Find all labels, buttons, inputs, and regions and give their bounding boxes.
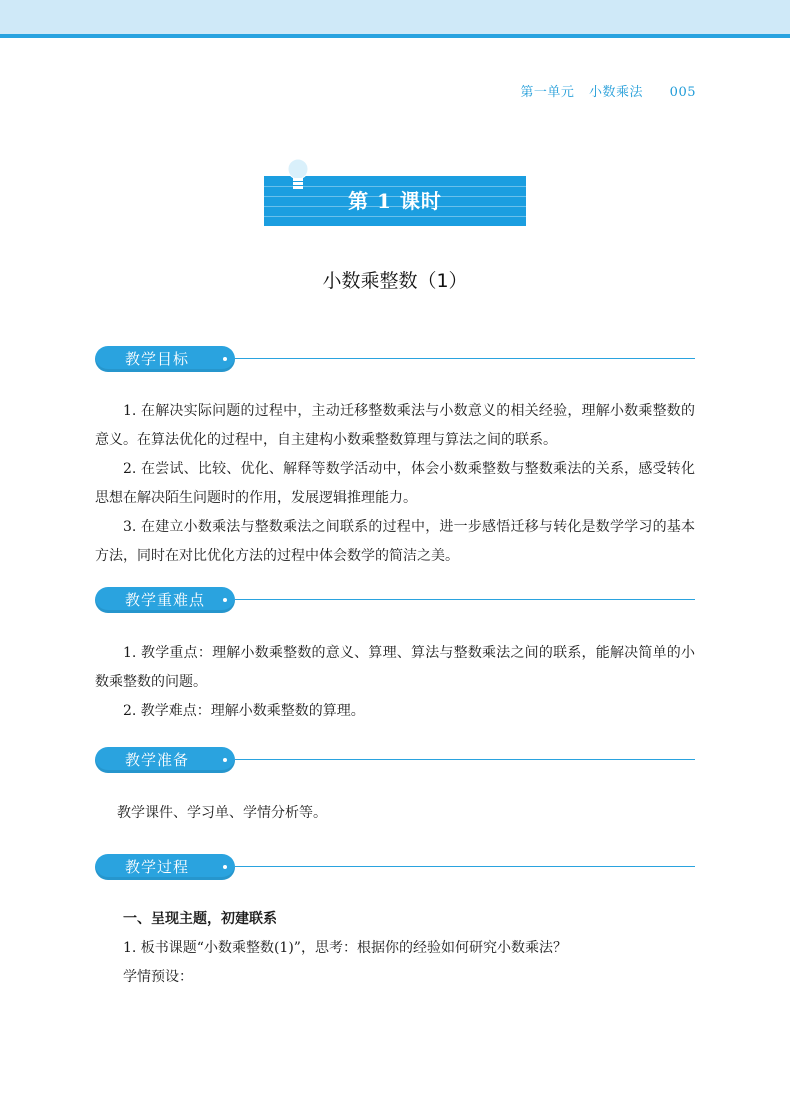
section-label: 教学准备 [125,751,190,769]
preparation-body [95,799,695,828]
top-color-band [0,0,790,34]
goals-body [95,397,695,571]
dot-icon [223,598,227,602]
section-process-header [95,854,695,880]
goal-item: 1. 在解决实际问题的过程中，主动迁移整数乘法与小数意义的相关经验，理解小数乘整数的意义。在算法优化的过程中，自主建构小数乘整数算理与算法之间的联系。 [95,403,695,448]
lightbulb-icon [287,158,309,198]
lesson-title: 第 1 课时 [348,189,442,213]
section-keypoints-header [95,587,695,613]
dot-icon [223,865,227,869]
section-label: 教学目标 [125,350,190,368]
process-body [95,905,695,992]
section-preparation-header [95,747,695,773]
section-pill [95,346,235,372]
section-label: 教学重难点 [125,591,206,609]
process-item: 学情预设： [123,969,193,985]
chapter-label: 小数乘法 [589,85,644,100]
keypoint-item: 2. 教学难点：理解小数乘整数的算理。 [123,703,365,719]
keypoint-item: 1. 教学重点：理解小数乘整数的意义、算理、算法与整数乘法之间的联系，能解决简单的小数乘整数的问题。 [95,645,695,690]
unit-label: 第一单元 [520,85,575,100]
dot-icon [223,357,227,361]
goal-item: 3. 在建立小数乘法与整数乘法之间联系的过程中，进一步感悟迁移与转化是数学学习的基本方法，同时在对比优化方法的过程中体会数学的简洁之美。 [95,519,695,564]
section-label: 教学过程 [125,858,190,876]
section-divider [235,866,695,867]
section-pill [95,854,235,880]
section-pill [95,587,235,613]
goal-item: 2. 在尝试、比较、优化、解释等数学活动中，体会小数乘整数与整数乘法的关系，感受转化思想在解决陌生问题时的作用，发展逻辑推理能力。 [95,461,695,506]
section-divider [235,599,695,600]
page-number: 005 [669,85,696,100]
process-subheading: 一、呈现主题，初建联系 [123,911,277,927]
running-header [520,81,696,100]
keypoints-body [95,639,695,726]
section-goals-header [95,346,695,372]
section-divider [235,759,695,760]
preparation-text: 教学课件、学习单、学情分析等。 [117,805,327,821]
page-title: 小数乘整数（1） [322,270,468,292]
dot-icon [223,758,227,762]
section-pill [95,747,235,773]
section-divider [235,358,695,359]
process-item: 1. 板书课题“小数乘整数(1)”，思考：根据你的经验如何研究小数乘法？ [123,940,567,956]
top-accent-line [0,34,790,38]
